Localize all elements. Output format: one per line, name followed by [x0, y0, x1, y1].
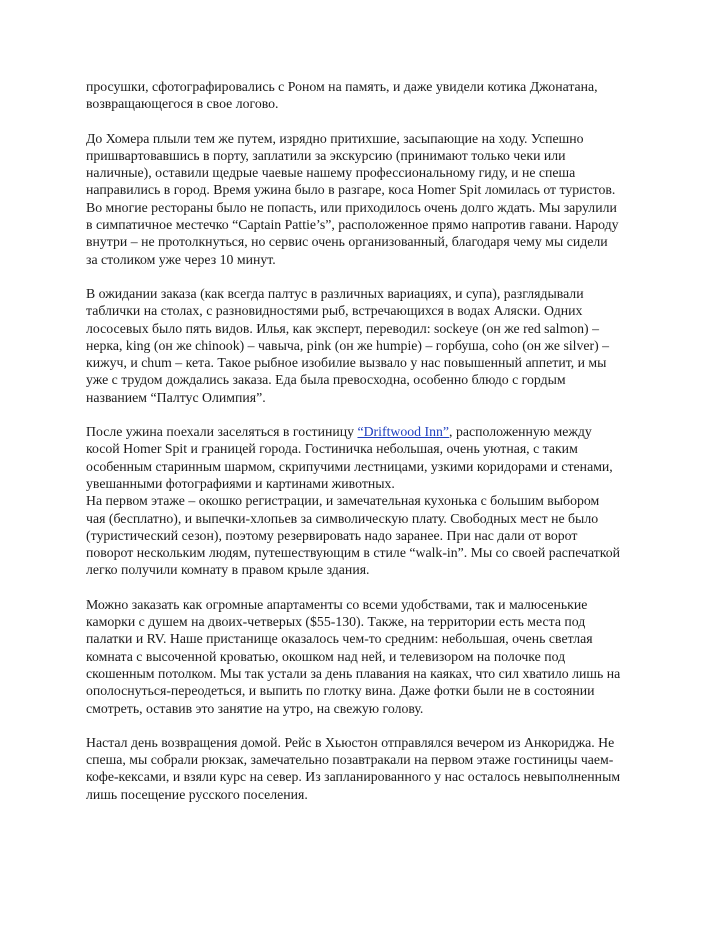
text-line: пришвартовавшись в порту, заплатили за экскурсию (принимают только чеки или — [86, 147, 566, 163]
paragraph-1 — [86, 78, 640, 113]
text-line: поворот нескольким людям, путешествующим в стиле “walk-in”. Мы со своей распечаткой — [86, 545, 621, 561]
paragraph-2 — [86, 130, 640, 268]
text-line: комната с высоченной кроватью, окошком над ней, и телевизором на полочке под — [86, 648, 566, 664]
driftwood-inn-link[interactable]: “Driftwood Inn” — [357, 424, 450, 440]
text-span: , расположенную между — [449, 424, 592, 440]
text-line: смотреть, оставив это занятие на утро, на свежую голову. — [86, 700, 424, 716]
text-line: направились в город. Время ужина было в разгаре, коса Homer Spit ломилась от туристов. — [86, 182, 616, 198]
text-span: После ужина поехали заселяться в гостиницу — [86, 424, 358, 440]
text-line: названием “Палтус Олимпия”. — [86, 389, 266, 405]
text-line: ополоснуться-переодеться, и выпить по глотку вина. Даже фотки были не в состоянии — [86, 683, 595, 699]
text-line: Настал день возвращения домой. Рейс в Хьюстон отправлялся вечером из Анкориджа. Не — [86, 734, 615, 750]
text-line: увешанными фотографиями и картинами животных. — [86, 475, 395, 491]
text-line: чая (бесплатно), и выпечки-хлопьев за символическую плату. Свободных мест не было — [86, 510, 599, 526]
paragraph-4 — [86, 423, 640, 579]
text-line: Во многие рестораны было не попасть, или приходилось очень долго ждать. Мы зарулили — [86, 199, 617, 215]
text-line: наличные), оставили щедрые чаевые нашему профессиональному гиду, и не спеша — [86, 165, 576, 181]
text-line: просушки, сфотографировались с Роном на память, и даже увидели котика Джонатана, — [86, 79, 598, 94]
text-line: уже с трудом дождались заказа. Еда была превосходна, особенно блюдо с гордым — [86, 372, 566, 388]
text-line: лишь посещение русского поселения. — [86, 786, 308, 802]
text-line: (туристический сезон), поэтому резервировать надо заранее. При нас дали от ворот — [86, 527, 578, 543]
text-line: в симпатичное местечко “Captain Pattie’s”, расположенное прямо напротив гавани. Народу — [86, 217, 619, 233]
text-line: спеша, мы собрали рюкзак, замечательно позавтракали на первом этаже гостиницы чаем- — [86, 752, 614, 768]
text-line: за столиком уже через 10 минут. — [86, 251, 276, 267]
paragraph-5 — [86, 596, 640, 717]
text-line: внутри – не протолкнуться, но сервис очень организованный, благодаря чему мы сидели — [86, 234, 608, 250]
text-line: лососевых было пять видов. Илья, как эксперт, переводил: sockeye (он же red salmon) – — [86, 320, 599, 336]
text-line: До Хомера плыли тем же путем, изрядно притихшие, засыпающие на ходу. Успешно — [86, 130, 584, 146]
text-line: В ожидании заказа (как всегда палтус в различных вариациях, и супа), разглядывали — [86, 285, 584, 301]
text-line: На первом этаже – окошко регистрации, и замечательная кухонька с большим выбором — [86, 493, 600, 509]
text-line: особенным старинным шармом, скрипучими лестницами, узкими коридорами и стенами, — [86, 458, 613, 474]
text-line: кижуч, и chum – кета. Такое рыбное изобилие вызвало у нас повышенный аппетит, и мы — [86, 355, 607, 371]
text-line: косой Homer Spit и границей города. Гостиничка небольшая, очень уютная, с таким — [86, 441, 578, 457]
text-line: нерка, king (он же chinook) – чавыча, pink (он же humpie) – горбуша, coho (он же silver) – — [86, 337, 610, 353]
text-line — [86, 423, 640, 440]
text-line: скошенным потолком. Мы так устали за день плавания на каяках, что сил хватило лишь на — [86, 665, 621, 681]
text-line: таблички на столах, с разновидностями рыб, встречающихся в водах Аляски. Одних — [86, 303, 583, 319]
text-line: каморки с душем на двоих-четверых ($55-130). Также, на территории есть места под — [86, 614, 586, 630]
text-line: кофе-кексами, и взяли курс на север. Из запланированного у нас осталось невыполненным — [86, 769, 621, 785]
paragraph-3 — [86, 285, 640, 406]
paragraph-6 — [86, 734, 640, 803]
text-line: легко получили комнату в правом крыле здания. — [86, 562, 370, 578]
text-line: Можно заказать как огромные апартаменты со всеми удобствами, так и малюсенькие — [86, 596, 588, 612]
text-line: палатки и RV. Наше пристанище оказалось чем-то средним: небольшая, очень светлая — [86, 631, 593, 647]
text-line: возвращающегося в свое логово. — [86, 96, 279, 112]
